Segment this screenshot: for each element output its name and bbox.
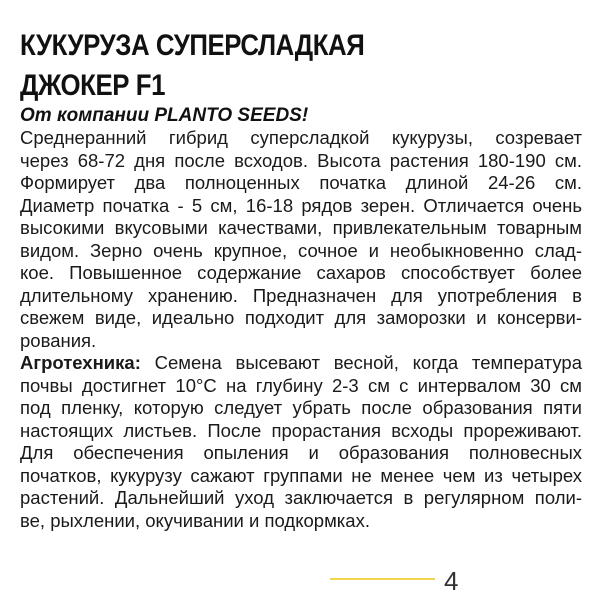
agrotech-line: ве, рыхлении, окучивании и подкормках. xyxy=(20,509,370,531)
company-subtitle: От компании PLANTO SEEDS! xyxy=(20,105,309,126)
agrotech-line: початков, кукурузу сажают группами не менее чем из четырех xyxy=(20,464,582,486)
description-line: Среднеранний гибрид суперсладкой кукурузы, созревает xyxy=(20,127,582,148)
description-line: видом. Зерно очень крупное, сочное и необыкновенно слад- xyxy=(20,239,582,261)
description-line: кое. Повышенное содержание сахаров способствует более xyxy=(20,262,582,283)
description-line: через 68-72 дня после всходов. Высота растения 180-190 см. xyxy=(20,149,582,171)
description-line: Формирует два полноценных початка длиной 24-26 см. xyxy=(20,172,582,193)
agrotech-line: настоящих листьев. После прорастания всходы прореживают. xyxy=(20,419,582,441)
product-title-line-1: КУКУРУЗА СУПЕРСЛАДКАЯ xyxy=(20,29,365,62)
description-line: Диаметр початка - 5 см, 16-18 рядов зерен. Отличается очень xyxy=(20,194,582,216)
accent-divider xyxy=(330,578,435,580)
description-line: высокими вкусовыми качествами, привлекательным товарным xyxy=(20,217,582,238)
product-title xyxy=(20,26,502,106)
agrotech-line: почвы достигнет 10°С на глубину 2-3 см с интервалом 30 см xyxy=(20,374,582,396)
agrotech-first-line xyxy=(20,352,582,375)
description-line: свежем виде, идеально подходит для заморозки и консерви- xyxy=(20,307,582,328)
description-line: длительному хранению. Предназначен для употребления в xyxy=(20,284,582,306)
agrotech-label: Агротехника: xyxy=(20,352,141,373)
agrotech-line: под пленку, которую следует убрать после образования пяти xyxy=(20,397,582,418)
agrotech-line: Для обеспечения опыления и образования полновесных xyxy=(20,442,582,463)
agrotech-first-line-text: Семена высевают весной, когда температура xyxy=(140,352,582,373)
page-number: 4 xyxy=(444,566,459,596)
description-line: рования. xyxy=(20,329,97,351)
agrotech-line: растений. Дальнейший уход заключается в регулярном поли- xyxy=(20,487,582,508)
description-block xyxy=(20,127,582,532)
product-title-line-2: ДЖОКЕР F1 xyxy=(20,69,166,102)
